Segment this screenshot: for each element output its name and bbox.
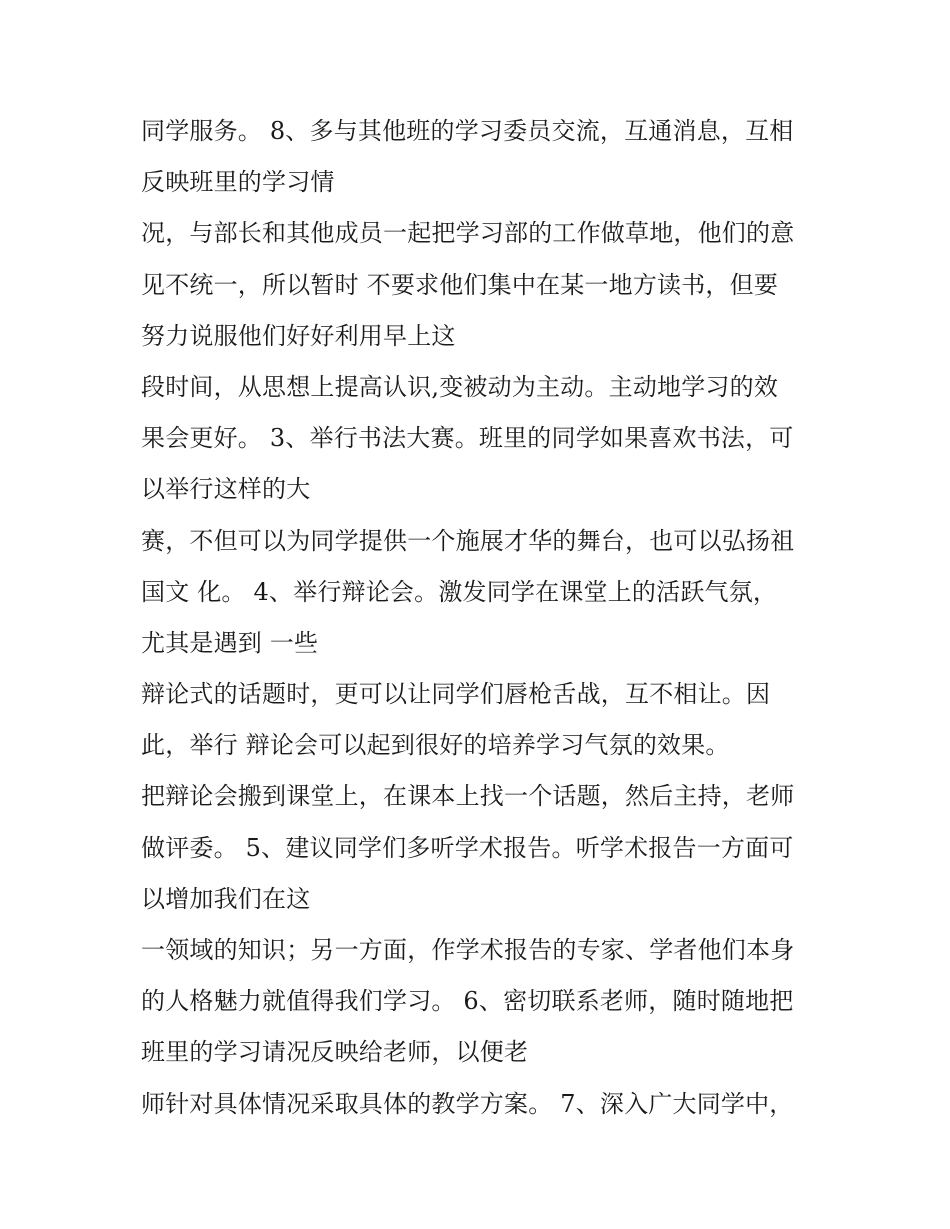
text-line: 果会更好。 3、举行书法大赛。班里的同学如果喜欢书法，可 [141,424,794,453]
text-line: 同学服务。 8、多与其他班的学习委员交流，互通消息，互相 [141,117,794,145]
text-line: 赛，不但可以为同学提供一个施展才华的舞台，也可以弘扬祖 [141,526,795,555]
text-line: 段时间，从思想上提高认识,变被动为主动。主动地学习的效 [141,372,779,401]
text-line: 况，与部长和其他成员一起把学习部的工作做草地，他们的意 [141,219,795,248]
text-line: 把辩论会搬到课堂上，在课本上找一个话题，然后主持，老师 [141,782,795,811]
text-line: 以增加我们在这 [141,884,311,913]
text-line: 尤其是遇到 一些 [141,628,319,657]
body-text [141,106,831,1130]
text-line: 国文 化。 4、举行辩论会。激发同学在课堂上的活跃气氛， [141,577,778,606]
text-line: 做评委。 5、建议同学们多听学术报告。听学术报告一方面可 [141,833,794,862]
text-line: 此，举行 辩论会可以起到很好的培养学习气氛的效果。 [141,731,730,760]
text-line: 辩论式的话题时，更可以让同学们唇枪舌战，互不相让。因 [141,680,771,709]
text-line: 以举行这样的大 [141,475,311,504]
text-line: 的人格魅力就值得我们学习。 6、密切联系老师，随时随地把 [141,987,794,1016]
text-line: 班里的学习请况反映给老师，以便老 [141,1038,529,1067]
text-line: 反映班里的学习情 [141,168,335,197]
text-line: 努力说服他们好好利用早上这 [141,321,456,350]
text-line: 见不统一，所以暂时 不要求他们集中在某一地方读书，但要 [141,270,779,299]
text-line: 师针对具体情况采取具体的教学方案。 7、深入广大同学中， [141,1089,794,1118]
text-line: 一领域的知识；另一方面，作学术报告的专家、学者他们本身 [141,936,795,964]
